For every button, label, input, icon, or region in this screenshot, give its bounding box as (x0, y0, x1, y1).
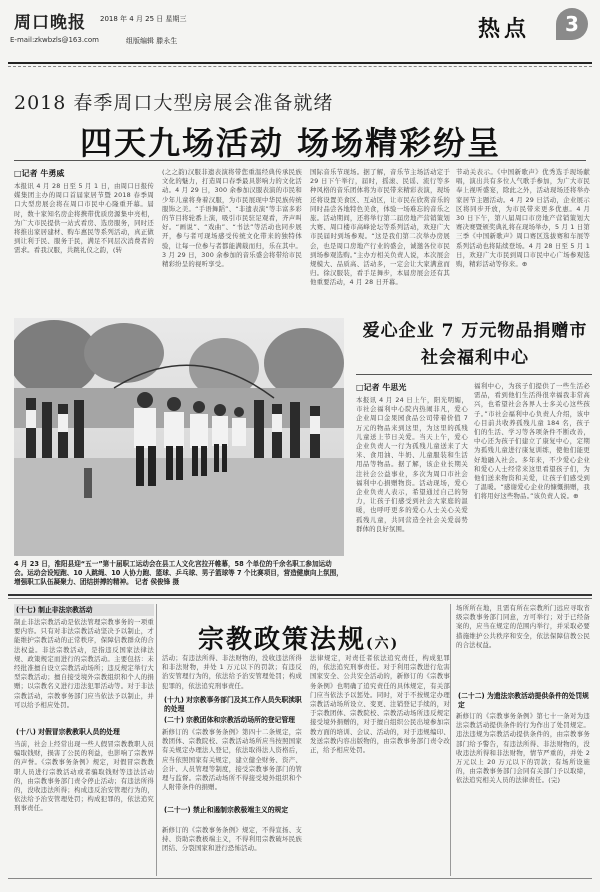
column-divider (156, 604, 157, 876)
policy-subhead-21: (二十一) 禁止和遏制宗教极端主义的规定 (164, 806, 289, 814)
policy-subhead-18: (十八) 对假冒宗教教职人员的处理 (16, 728, 120, 736)
story2-headline: 爱心企业 7 万元物品捐赠市社会福利中心 (362, 321, 588, 368)
section-divider (8, 594, 592, 596)
policy-column-3: 法律规定，对责任者依法追究责任，构成犯罪的，依法追究刑事责任。对于利用宗教进行危害国家安全、公共安全活动的，新修订的《宗教事务条例》也明确了追究责任的具体规定，有关部门应当依法予以惩处。同时，对于不按规定办理宗教活动场所设立、变更、注销登记手续的，对于宗教团体、宗教院校、宗教活动场所违反规定接受境外捐赠的，对于擅自组织公民出境参加宗教方面的培训、会议、活动的，对于违规编印、发送宗教内容出版物的，由宗教事务部门责令改正，给予相应处罚。 (310, 654, 450, 755)
story2-rule (356, 374, 592, 375)
masthead-rule (8, 62, 592, 64)
policy-column-4: 场所所在地，且需有所在宗教所门远应寻取省级宗教事务部门同意，方可举行；对于已经备案的，应当在规定的范围内举行，并采取必要措施维护公共秩序和安全，依法保障信教公民的合法权益。 (456, 604, 590, 649)
policy-column-2: 活动；有违法所得、非法财物的，没收违法所得和非法财物，并处 1 万元以下的罚款；有违反治安管理行为的，依法给予治安管理处罚；构成犯罪的，依法追究刑事责任。 (162, 654, 302, 690)
contact-email[interactable]: E-mail:zkwbzls@163.com (10, 36, 100, 44)
headline-rule (14, 160, 586, 161)
story1-column-3: 国际音乐节现场。据了解，音乐节主场活动定于 29 日下午举行，届时，摇滚、民谣、流行等多种风格的音乐团体将为市民带来精彩表演，现场还将设置美食区、互动区，让市民在欣赏音乐的同时品尝各地特色美食，体验一场难忘的音乐之旅。活动期间，还将举行第二届房地产营销策划大赛、周口楼市高峰论坛等系列活动，欢迎广大市民届时到场参观。“这是我们第二次举办房展会，也是周口房地产行业的盛会，诚邀各位市民到场参观选购。”主办方相关负责人说，本次展会规模大、品质高、活动多，一定会让大家满意而归。徐汉服装，看手足舞步，本届房展会还有其他重要活动，4 月 28 日开幕。 (310, 168, 450, 287)
policy-part-number: (六) (366, 636, 400, 652)
story2-byline: □记者 牛思光 (356, 383, 407, 392)
policy-headline (198, 619, 399, 656)
story1-byline: □记者 牛勇威 (14, 169, 65, 178)
policy-column-1b: 当前，社会上经常出现一些人假冒宗教教职人员骗取钱财，损害了公民的利益，也影响了宗教界的声誉。《宗教事务条例》规定，对假冒宗教教职人员进行宗教活动或者骗取钱财等违法活动的，由宗教事务部门责令停止活动；有违法所得的，没收违法所得；构成违反治安管理行为的，依法给予治安管理处罚；构成犯罪的，依法追究刑事责任。 (14, 740, 154, 813)
jump-rope-photo-illustration (14, 318, 344, 556)
layout-editor: 组版编辑 滕永生 (126, 37, 178, 45)
story2-column-2: 福利中心，为孩子们提供了一些生活必需品，看到他们生活得很幸福我非常高兴，也希望社会各界人士多关心这些孩子。”市社会福利中心负责人介绍，该中心目前共收养孤残儿童 184 名，孩子们的生活、学习等各项条件不断改善，中心还为孩子们建立了康复中心，定期为孤残儿童进行康复训练，使他们能更好地融入社会。多年来，不少爱心企业和爱心人士经常来这里看望孩子们，为他们送来物资和关爱，让孩子们感受到了温暖。“感谢爱心企业的慷慨捐赠，我们将用好这些物品。”该负责人说。⊕ (474, 382, 590, 501)
policy-column-2c: 新修订的《宗教事务条例》规定，不得宣扬、支持、资助宗教极端主义，不得利用宗教破坏民族团结、分裂国家和进行恐怖活动。 (162, 826, 302, 853)
policy-column-2b: 新修订的《宗教事务条例》第四十二条规定，宗教团体、宗教院校、宗教活动场所应当按照国家有关规定办理法人登记，依法取得法人资格后，应当依照国家有关规定，建立健全财务、资产、会计、人员管理等制度，接受宗教事务部门的管理与监督。宗教活动场所不得接受境外组织和个人附带条件的捐赠。 (162, 728, 302, 792)
photo-caption: 4 月 23 日，淮阳县迎“五一”第十届职工运动会在县工人文化宫拉开帷幕，58 个单位的千余名职工参加运动会。运动会设短跑、10 人跳绳、10 人协力跑、篮球、乒乓球、男子篮球等 7 个比赛项目，营造健康向上氛围，增强职工队伍凝聚力、团结拼搏的精神。 记者 侯俊锋 摄 (14, 560, 343, 586)
policy-column-4b: 新修订的《宗教事务条例》第七十一条对为违法宗教活动提供条件的行为作出了处罚规定。违法违规为宗教活动提供条件的，由宗教事务部门给予警告，有违法所得、非法财物的，没收违法所得和非法财物，情节严重的，并处 2 万元以上 20 万元以下的罚款；有场所设施的，由宗教事务部门会同有关部门予以取缔，依法追究相关人员的法律责任。(完) (456, 712, 590, 785)
policy-subhead-19: (十九) 对宗教事务部门及其工作人员失职渎职的处理 (164, 696, 302, 713)
masthead-dashed-rule (8, 66, 592, 67)
masthead (8, 6, 592, 66)
story1-kicker: 2018 春季周口大型房展会准备就绪 (14, 92, 334, 114)
policy-subhead-22: (二十二) 为遗法宗教活动提供条件的处罚规定 (458, 692, 589, 709)
story1-column-2: (之之韵)汉服非遗表演将带您重温经典传承民族文化的魅力，打造周口春季最具影响力的文化活动。4 月 29 日，300 余参加汉服表演的市民和少年儿童将身着汉服，为市民展现中华民族传统服饰之美。“手语舞蹈”、“非遗表演”等丰富多彩的节目将轮番上演，吸引市民驻足观看，齐声叫好。“画说”、“戏曲”、“书法”等活动也同步展开，参与者可现场感受传统文化带来的独特体验，让每一位参与者都能满载而归，乐在其中。3 月 29 日，300 余参加的音乐盛会将带给市民精彩纷呈的视听享受。 (162, 168, 302, 269)
policy-subhead-20: (二十) 宗教团体和宗教活动场所的登记管理 (164, 716, 295, 724)
story1-headline: 四天九场活动 场场精彩纷呈 (80, 124, 502, 162)
section-divider-thin (8, 598, 592, 599)
story1-column-4: 节动关表示。《中国新歌声》优秀选手现场献唱，演出共有多位人气歌手参加，为广大市民奉上视听盛宴，除此之外，活动现场还将举办家居节主题活动。4 月 29 日活动，企业展示区将同步开放，为市民带来更多优惠。4 月 30 日下午，第八届周口市房地产营销策划大赛决赛暨颁奖典礼将在现场举办，5 月 1 日第三季《中国新歌声》周口赛区选拔赛和车展等系列活动也将陆续登场。4 月 28 日至 5 月 1 日，欢迎广大市民到周口市民中心广场参观选购，精彩活动等你来。⊕ (456, 168, 590, 269)
page-bottom-rule (8, 878, 592, 879)
story1-column-1: 本报讯 4 月 28 日至 5 月 1 日，由周口日报传媒集团主办的周口首届家居节暨 2018 春季周口大型房展会将在周口市民中心隆重开幕。届时，数十家知名房企将携带优质房源集中亮相，为广大市民提供一站式看房、选房服务，同时还将推出家居建材、购车惠民等系列活动，真正做到让利于民、服务于民，满足不同层次消费者的需求。看我汉服，共跳礼仪之韵，(转 (14, 182, 154, 255)
policy-subhead-17: (十七) 制止非法宗教活动 (16, 606, 93, 614)
section-title: 热点 (478, 16, 531, 42)
issue-date: 2018 年 4 月 25 日 星期三 (100, 15, 187, 23)
newspaper-logo: 周口晚报 (14, 13, 86, 33)
story2-column-1: 本报讯 4 月 24 日上午，阳光明媚，市社会福利中心院内热闹非凡，爱心企业周口金果园食品公司带着价值 7 万元的物品来到这里，为这里的孤残儿童送上节日关爱。当天上午，爱心企业负责人一行为孤残儿童送来了大米、食用油、牛奶、儿童服装和生活用品等物品。据了解，该企业长期关注社会公益事业，多次为周口市社会福利中心捐赠物资。活动现场，爱心企业负责人表示，希望通过自己的努力，让孩子们感受到社会大家庭的温暖，也呼吁更多的爱心人士关心关爱孤残儿童，共同营造全社会关爱弱势群体的良好氛围。 (356, 396, 468, 533)
column-divider (450, 604, 451, 876)
policy-column-1: 制止非法宗教活动是依法管理宗教事务的一项重要内容。只有对非法宗教活动坚决予以制止，才能维护宗教活动的正常秩序，保障信教群众的合法权益。非法宗教活动，是指违反国家法律法规、政策规定而进行的宗教活动。主要包括：未经批准擅自设立宗教活动场所；违反规定举行大型宗教活动；擅自接受境外宗教组织和个人的捐赠；以宗教名义进行违法犯罪活动等。对于非法宗教活动，宗教事务部门应当依法予以制止，并可以给予相应处罚。 (14, 618, 154, 709)
page-number-badge: 3 (556, 8, 588, 40)
sports-meet-photo (14, 318, 344, 556)
policy-title-text: 宗教政策法规 (198, 625, 367, 655)
